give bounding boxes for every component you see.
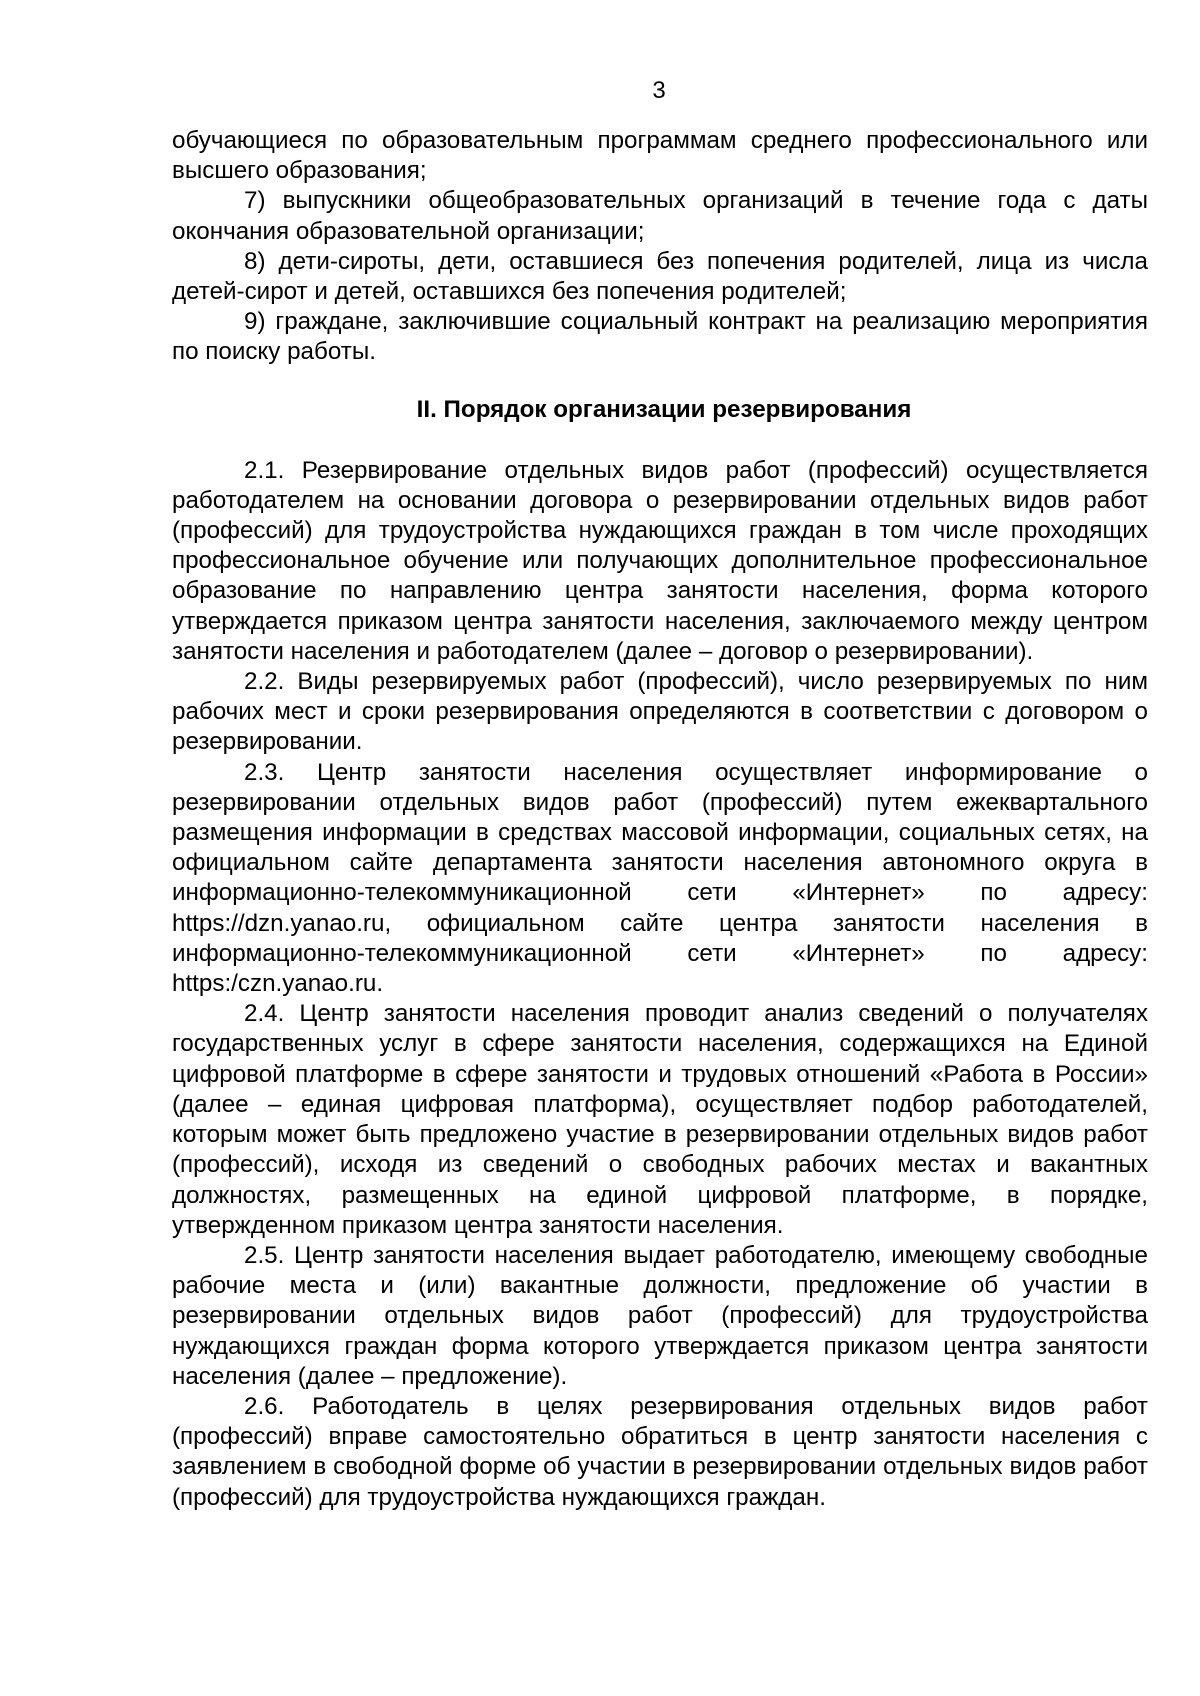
clause-2-4: 2.4. Центр занятости населения проводит анализ сведений о получателях государственных услуг в сфере занятости населения, содержащихся на Единой цифровой платформе в сфере занятости и трудовых отношений «Работа в России» (далее – единая цифровая платформа), осуществляет подбор работодателей, которым может быть предложено участие в резервировании отдельных видов работ (профессий), исходя из сведений о свободных рабочих местах и вакантных должностях, размещенных на единой цифровой платформе, в порядке, утвержденном приказом центра занятости населения.: [172, 1000, 1148, 1239]
document-body: [172, 126, 1148, 1513]
clause-2-3: 2.3. Центр занятости населения осуществляет информирование о резервировании отдельных видов работ (профессий) путем ежеквартального размещения информации в средствах массовой информации, социальных сетях, на официальном сайте департамента занятости населения автономного округа в информационно-телекоммуникационной сети «Интернет» по адресу: https://dzn.yanao.ru, официальном сайте центра занятости населения в информационно-телекоммуникационной сети «Интернет» по адресу: https:/czn.yanao.ru.: [172, 758, 1148, 998]
list-item-9: 9) граждане, заключившие социальный контракт на реализацию мероприятия по поиску работы.: [172, 308, 1148, 366]
clause-2-6: 2.6. Работодатель в целях резервирования отдельных видов работ (профессий) вправе самостоятельно обратиться в центр занятости населения с заявлением в свободной форме об участии в резервировании отдельных видов работ (профессий) для трудоустройства нуждающихся граждан.: [172, 1392, 1148, 1511]
section-heading: II. Порядок организации резервирования: [416, 395, 912, 423]
page-number: 3: [652, 77, 666, 104]
list-item-7: 7) выпускники общеобразовательных организаций в течение года с даты окончания образовательной организации;: [172, 187, 1148, 245]
clause-2-2: 2.2. Виды резервируемых работ (профессий), число резервируемых по ним рабочих мест и сроки резервирования определяются в соответствии с договором о резервировании.: [172, 668, 1148, 756]
clause-2-1: 2.1. Резервирование отдельных видов работ (профессий) осуществляется работодателем на основании договора о резервировании отдельных видов работ (профессий) для трудоустройства нуждающихся граждан в том числе проходящих профессиональное обучение или получающих дополнительное профессиональное образование по направлению центра занятости населения, форма которого утверждается приказом центра занятости населения, заключаемого между центром занятости населения и работодателем (далее – договор о резервировании).: [172, 456, 1148, 665]
list-item-8: 8) дети-сироты, дети, оставшиеся без попечения родителей, лица из числа детей-сирот и детей, оставшихся без попечения родителей;: [172, 247, 1148, 306]
paragraph-continuation: обучающиеся по образовательным программам среднего профессионального или высшего образования;: [172, 127, 1148, 185]
clause-2-5: 2.5. Центр занятости населения выдает работодателю, имеющему свободные рабочие места и (или) вакантные должности, предложение об участии в резервировании отдельных видов работ (профессий) для трудоустройства нуждающихся граждан форма которого утверждается приказом центра занятости населения (далее – предложение).: [172, 1241, 1148, 1390]
